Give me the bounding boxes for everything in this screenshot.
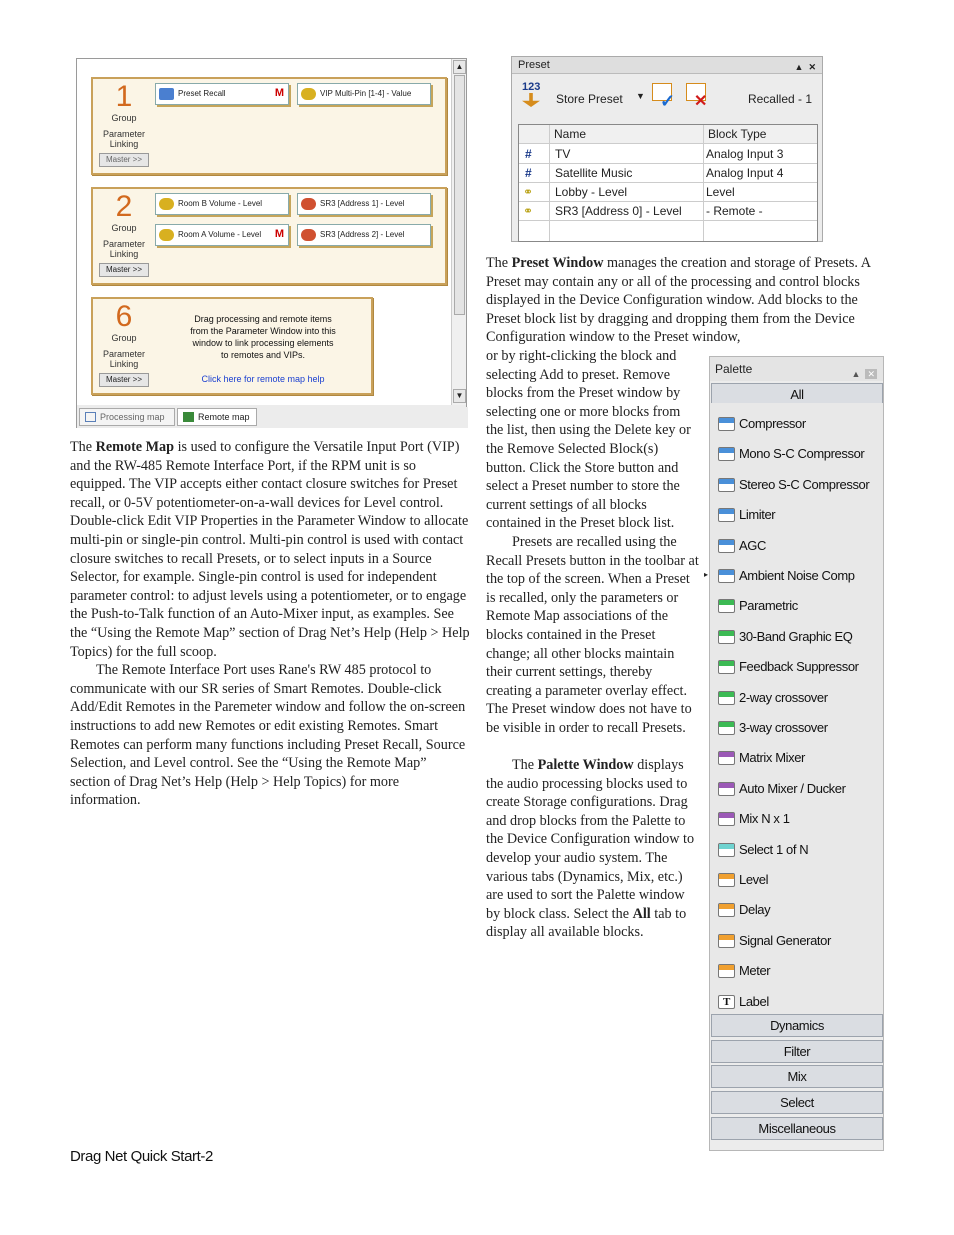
palette-item[interactable] — [718, 960, 770, 982]
scroll-down-icon[interactable]: ▼ — [453, 389, 466, 403]
palette-item-label: Meter — [739, 963, 771, 979]
text-run: manages the creation and storage of Presets. A Preset may contain any or all of the processing and control blocks displayed in the Device Configuration window. Add blocks to the Preset block list by dragging and dropping them from the Device Configuration window to the Preset window, — [486, 255, 871, 346]
window-controls — [795, 59, 816, 75]
block-blue-icon — [718, 539, 735, 553]
block-blue-icon — [718, 569, 735, 583]
group-number: 1 — [115, 80, 133, 113]
tab-remote-map[interactable] — [177, 408, 257, 426]
remote-map-icon — [183, 412, 194, 422]
palette-item[interactable] — [718, 869, 768, 891]
group-number: 6 — [115, 300, 133, 333]
column-header-name[interactable]: Name — [549, 125, 586, 143]
palette-item[interactable] — [718, 595, 798, 617]
store-arrow-icon — [522, 93, 540, 107]
preset-window-paragraph — [486, 254, 888, 347]
preset-recall-icon — [159, 88, 174, 100]
block-green-icon — [718, 721, 735, 735]
row-type: - Remote - — [706, 204, 763, 218]
block-blue-icon — [718, 508, 735, 522]
group-6-header — [97, 301, 151, 387]
row-name: SR3 [Address 0] - Level — [555, 204, 682, 218]
group-label: Group — [111, 333, 137, 343]
table-row[interactable] — [519, 183, 817, 202]
scroll-up-icon[interactable]: ▲ — [453, 60, 466, 74]
processing-map-icon — [85, 412, 96, 422]
hash-icon: # — [525, 147, 532, 161]
parameter-label: Parameter — [102, 239, 146, 249]
drag-line: Drag processing and remote items — [194, 314, 332, 324]
master-button[interactable]: Master >> — [99, 153, 149, 167]
drag-line: window to link processing elements — [192, 338, 334, 348]
palette-item[interactable] — [718, 930, 831, 952]
tab-miscellaneous[interactable]: Miscellaneous — [711, 1117, 883, 1140]
check-icon: ✓ — [660, 91, 676, 111]
remote-block[interactable] — [155, 83, 289, 105]
palette-item[interactable] — [718, 747, 805, 769]
vip-icon — [301, 88, 316, 100]
linking-label: Linking — [109, 249, 139, 259]
palette-item-label: Stereo S-C Compressor — [739, 476, 870, 492]
palette-window — [704, 356, 884, 1151]
text-run: tab to display all available blocks. — [486, 905, 687, 941]
preset-toolbar — [518, 79, 816, 115]
remote-port-paragraph: The Remote Interface Port uses Rane's RW 485 protocol to communicate with our SR series of Smart Remotes. Double-click Add/Edit Remotes in the Paremeter window and follow the on-screen instructions to add new Remotes or edit existing Remotes. Smart Remotes can perform many functions including Preset Recall, Source Selection, and Level control. See the “Using the Remote Map” section of Drag Net’s Help (Help > Help Topics) for more information. — [70, 662, 466, 809]
block-label: Preset Recall — [178, 89, 226, 98]
store-preset-button[interactable]: Store Preset — [556, 92, 623, 106]
preset-block-table — [518, 124, 818, 242]
term-palette-window: Palette Window — [537, 757, 634, 774]
palette-item[interactable] — [718, 413, 806, 435]
cursor-arrow-icon: ▸ — [704, 570, 709, 579]
master-marker: M — [274, 228, 284, 240]
drag-line: from the Parameter Window into this — [190, 326, 336, 336]
tab-processing-map[interactable] — [79, 408, 175, 426]
text-run: The — [486, 255, 512, 271]
text-run: displays the audio processing blocks used to create Storage configurations. Drag and drop blocks from the Palette to the Device Configuration window to develop your audio system. The various tabs (Dynamics, Mix, etc.) are used to sort the Palette window by block class. Select the — [486, 757, 695, 922]
table-header — [519, 125, 817, 144]
right-column-narrow-text — [486, 347, 700, 942]
help-link[interactable]: Click here for remote map help — [201, 374, 325, 384]
palette-item-label: Limiter — [739, 507, 776, 523]
palette-item-label: Mono S-C Compressor — [739, 446, 865, 462]
remote-icon — [301, 198, 316, 210]
minimize-icon[interactable]: ▲ — [794, 62, 804, 72]
column-header-type[interactable]: Block Type — [703, 125, 766, 143]
tab-filter[interactable]: Filter — [711, 1040, 883, 1063]
master-marker: M — [274, 87, 284, 99]
term-remote-map: Remote Map — [95, 439, 175, 455]
page-footer: Drag Net Quick Start-2 — [70, 1148, 213, 1165]
palette-item-label: 30-Band Graphic EQ — [739, 628, 853, 644]
preset-title-bar — [512, 57, 822, 74]
drag-instructions — [163, 313, 363, 361]
scroll-thumb[interactable] — [454, 75, 465, 315]
block-label: VIP Multi-Pin [1-4] - Value — [320, 89, 412, 98]
row-name: Lobby - Level — [555, 185, 628, 199]
block-orange-icon — [718, 903, 735, 917]
palette-item-label: Matrix Mixer — [739, 750, 805, 766]
level-icon — [159, 198, 174, 210]
palette-item-label: Feedback Suppressor — [739, 659, 859, 675]
x-icon: ✕ — [694, 93, 708, 110]
palette-item[interactable] — [718, 991, 769, 1013]
tab-dynamics[interactable]: Dynamics — [711, 1014, 883, 1037]
block-orange-icon — [718, 964, 735, 978]
group-label: Group — [111, 113, 137, 123]
block-green-icon — [718, 691, 735, 705]
table-row[interactable] — [519, 164, 817, 183]
group-1[interactable] — [91, 77, 447, 175]
block-label: SR3 [Address 2] - Level — [320, 230, 405, 239]
preset-window — [511, 56, 823, 242]
chevron-down-icon[interactable]: ▼ — [636, 91, 645, 101]
block-green-icon — [718, 630, 735, 644]
master-button[interactable]: Master >> — [99, 373, 149, 387]
recalled-status: Recalled - 1 — [747, 92, 812, 106]
tab-label: Remote map — [198, 412, 250, 422]
recall-paragraph: Presets are recalled using the Recall Presets button in the toolbar at the top of the screen. When a Preset is recalled, only the parameters or Remote Map associations of the blocks contained in the Preset change; all other blocks maintain their current settings, thereby creating a parameter overlay effect. The Preset window does not have to be visible in order to recall Presets. — [486, 533, 699, 736]
term-all: All — [632, 905, 651, 922]
palette-paragraph — [486, 756, 700, 942]
master-button[interactable]: Master >> — [99, 263, 149, 277]
preset-paragraph-top — [486, 254, 888, 347]
linking-label: Linking — [109, 359, 139, 369]
drag-line: to remotes and VIPs. — [220, 350, 306, 360]
palette-item-label: Label — [739, 993, 769, 1009]
palette-item-label: AGC — [739, 537, 766, 553]
row-name: TV — [555, 147, 571, 161]
tab-mix[interactable]: Mix — [711, 1065, 883, 1088]
remote-map-canvas — [77, 59, 452, 405]
group-number: 2 — [115, 190, 133, 223]
palette-item[interactable] — [718, 717, 828, 739]
group-2[interactable] — [91, 187, 447, 285]
block-orange-icon — [718, 873, 735, 887]
vertical-scrollbar[interactable] — [451, 59, 466, 405]
palette-item[interactable] — [718, 687, 828, 709]
palette-item[interactable] — [718, 504, 775, 526]
remote-map-paragraph — [70, 438, 470, 661]
minimize-icon[interactable]: ▲ — [851, 369, 861, 379]
remote-icon — [301, 229, 316, 241]
remote-block[interactable] — [297, 83, 431, 105]
block-blue-icon — [718, 447, 735, 461]
palette-item-label: Parametric — [739, 598, 798, 614]
block-label: SR3 [Address 1] - Level — [320, 199, 405, 208]
parameter-label: Parameter — [102, 129, 146, 139]
palette-item-label: Ambient Noise Comp — [739, 568, 855, 583]
block-purple-icon — [718, 782, 735, 796]
palette-item[interactable] — [718, 656, 859, 678]
palette-item-label: Auto Mixer / Ducker — [739, 780, 846, 796]
palette-block-list — [710, 403, 883, 1015]
close-icon[interactable]: ✕ — [808, 62, 816, 72]
block-orange-icon — [718, 934, 735, 948]
link-icon: ⚭ — [523, 185, 534, 199]
row-type: Level — [706, 185, 735, 199]
close-icon[interactable]: ✕ — [867, 369, 875, 379]
block-green-icon — [718, 660, 735, 674]
column-divider — [703, 125, 704, 241]
block-label: Room A Volume - Level — [178, 230, 262, 239]
label-block-icon: T — [718, 995, 735, 1009]
group-label: Group — [111, 223, 137, 233]
table-row[interactable] — [519, 202, 817, 221]
palette-item-label: Select 1 of N — [739, 841, 809, 857]
remote-block[interactable] — [155, 193, 289, 215]
palette-item[interactable] — [718, 443, 864, 465]
group-6[interactable] — [91, 297, 373, 395]
palette-item[interactable] — [718, 565, 855, 587]
palette-item[interactable] — [718, 899, 770, 921]
row-type: Analog Input 3 — [706, 147, 784, 161]
palette-item[interactable] — [718, 778, 846, 800]
block-label: Room B Volume - Level — [178, 199, 263, 208]
palette-item-label: Level — [739, 872, 769, 887]
palette-item-label: Compressor — [739, 416, 806, 431]
block-blue-icon — [718, 417, 735, 431]
palette-item[interactable] — [718, 808, 790, 830]
text-run: The — [512, 757, 538, 774]
window-title: Preset — [518, 59, 550, 71]
remote-block[interactable] — [155, 224, 289, 246]
block-purple-icon — [718, 751, 735, 765]
term-preset-window: Preset Window — [511, 255, 604, 271]
palette-item[interactable] — [718, 626, 852, 648]
preset-paragraph-cont: or by right-clicking the block and selecting Add to preset. Remove blocks from the Preset window by selecting one or more blocks from the list, then using the Delete key or the Remove Selected Block(s) button. Click the Store button and select a Preset number to store the current settings of all blocks contained in the Preset block list. — [486, 348, 691, 532]
text-run: is used to configure the Versatile Input Port (VIP) and the RW-485 Remote Interface Port, if the RPM unit is so equipped. The VIP accepts either contact closure switches for Preset recall, or 0-5V potentiometer-on-a-wall devices for Level control. Double-click Edit VIP Properties in the Parameter Window to allocate multi-pin or single-pin control. Multi-pin control is used with contact closure switches to recall Presets, or to select inputs in a Source Selector, for example. Single-pin control is used for independent parameter control: to adjust levels using a potentiometer, or to engage the Push-to-Talk function of an Auto-Mixer input, as examples. See the “Using the Remote Map” section of Drag Net’s Help (Help > Help Topics) for the full scoop. — [70, 439, 470, 660]
row-name: Satellite Music — [555, 166, 633, 180]
tab-label: Processing map — [100, 412, 165, 422]
column-divider — [549, 125, 550, 241]
block-blue-icon — [718, 478, 735, 492]
tab-select[interactable]: Select — [711, 1091, 883, 1114]
remote-block[interactable] — [297, 193, 431, 215]
map-tabs — [77, 407, 468, 428]
palette-item[interactable] — [718, 474, 869, 496]
palette-item-label: Mix N x 1 — [739, 811, 790, 827]
palette-title-bar — [710, 357, 883, 381]
remote-block[interactable] — [297, 224, 431, 246]
group-1-header — [97, 81, 151, 167]
remote-map-window — [76, 58, 467, 428]
palette-item-label: 2-way crossover — [739, 689, 828, 705]
palette-item[interactable] — [718, 535, 766, 557]
tab-all[interactable]: All — [711, 383, 883, 406]
palette-item-label: Delay — [739, 902, 771, 918]
group-2-header — [97, 191, 151, 277]
table-row[interactable] — [519, 145, 817, 164]
linking-label: Linking — [109, 139, 139, 149]
link-icon: ⚭ — [523, 204, 534, 218]
palette-item-label: Signal Generator — [739, 932, 831, 948]
level-icon — [159, 229, 174, 241]
text-run: The — [70, 439, 96, 455]
parameter-label: Parameter — [102, 349, 146, 359]
window-title: Palette — [715, 362, 753, 376]
preset-number-icon: 123 — [522, 81, 541, 93]
palette-item[interactable] — [718, 839, 808, 861]
left-column-text — [70, 438, 470, 810]
block-purple-icon — [718, 812, 735, 826]
hash-icon: # — [525, 166, 532, 180]
palette-item-label: 3-way crossover — [739, 720, 828, 735]
block-cyan-icon — [718, 843, 735, 857]
block-green-icon — [718, 599, 735, 613]
row-type: Analog Input 4 — [706, 166, 784, 180]
